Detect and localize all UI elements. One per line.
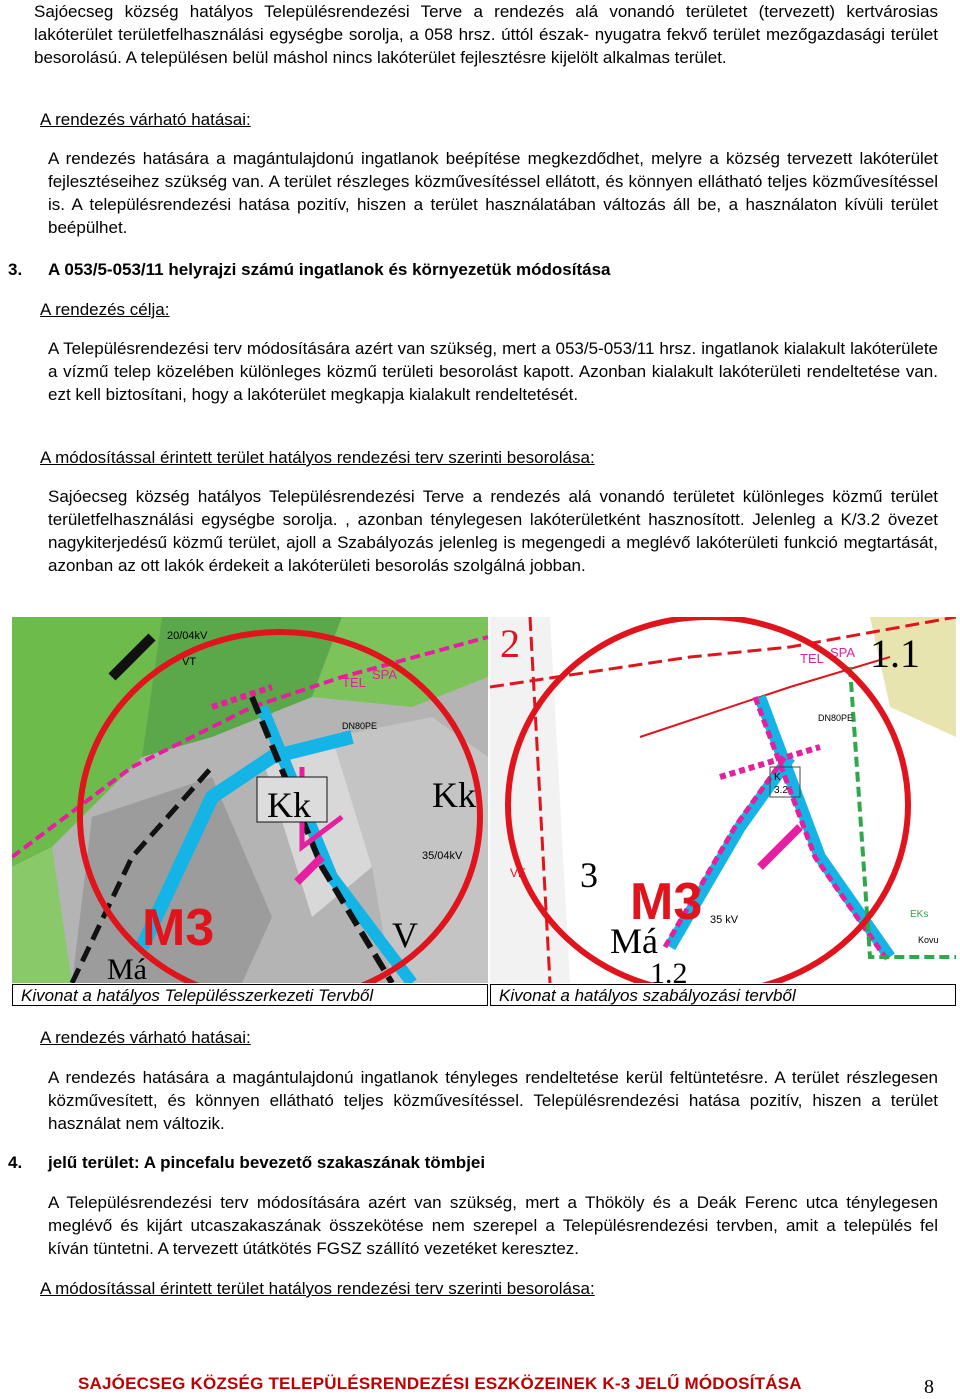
map-right-label-kovu: Kovu [918,935,939,945]
intro-paragraph: Sajóecseg község hatályos Településrendezési Terve a rendezés alá vonandó területet (tervezett) kertvárosias lakóterület területfelhasználási egységbe sorolja, a 058 hrsz. úttól észak- nyugatra fekvő terület mezőgazdasági terület besorolású. A településen belül máshol nincs lakóterület fejlesztésre kijelölt alkalmas terület. [34,2,938,67]
map-right-label-2: 2 [500,621,520,666]
section3-number: 3. [8,260,23,279]
map-structural-plan [12,617,488,983]
section4-number: 4. [8,1153,23,1172]
map-left-label-spa: SPA [372,667,398,682]
map-left-label-35kv: 35/04kV [422,850,463,862]
map-right-circle-label: M3 [630,873,703,931]
map-right-label-k: K [774,772,781,783]
section4-heading [8,1151,485,1174]
section3-title: A 053/5-053/11 helyrajzi számú ingatlanok és környezetük módosítása [48,260,611,279]
map-left-label-tel: TEL [342,675,366,690]
map-right-label-3: 3 [580,855,598,895]
section4-title: jelű terület: A pincefalu bevezető szakaszának tömbjei [48,1153,486,1172]
map-left-label-20kv: 20/04kV [167,630,208,642]
map-left-label-ma: Má [107,953,147,983]
map-right-label-ma: Má [610,921,658,961]
regulation-plan-drawing [490,617,956,983]
section2-effects-heading: A rendezés várható hatásai: [40,110,251,129]
map-right-label-1-2: 1.2 [650,957,688,983]
map-regulation-plan [490,617,956,983]
map-right-label-spa: SPA [830,645,856,660]
section3-effects-text: A rendezés hatására a magántulajdonú ingatlanok tényleges rendeltetése kerül feltüntetésre. A terület részlegesen közművesített, és könnyen ellátható teljes közművesítéssel. Településrendezési hatása pozitív, hiszen a terület használat nem változik. [48,1068,938,1133]
map-right-label-eks: EKs [910,909,929,920]
page-number: 8 [924,1376,934,1398]
footer-title: SAJÓECSEG KÖZSÉG TELEPÜLÉSRENDEZÉSI ESZKÖZEINEK K-3 JELŰ MÓDOSÍTÁSA [78,1374,802,1393]
section2-effects-text: A rendezés hatására a magántulajdonú ingatlanok beépítése megkezdődhet, melyre a község tervezett lakóterület fejlesztéseihez szükség van. A terület részleges közművesítéssel ellátott, és könnyen ellátható teljes közművesítéssel is. A településrendezési hatása pozitív, hiszen a terület használatában változás áll be, a használaton kívüli terület beépülhet. [48,149,938,237]
section3-heading [8,258,611,281]
map-left-caption: Kivonat a hatályos Településszerkezeti Tervből [12,984,488,1006]
map-right-label-ve: VE [510,866,527,880]
section4-text: A Településrendezési terv módosítására azért van szükség, mert a Thököly és a Deák Ferenc utca ténylegesen meglévő és kijárt utcaszakaszának összekötése nem szerepel a Településrendezési tervben, amit a település fel kíván tüntetni. A tervezett útátkötés FGSZ szállító vezetéket keresztez. [48,1193,938,1258]
map-left-circle-label: M3 [142,899,215,957]
map-right-label-dn80pe: DN80PE [818,713,854,723]
section4-current-heading: A módosítással érintett terület hatályos rendezési terv szerinti besorolása: [40,1279,595,1298]
section3-goal-heading: A rendezés célja: [40,300,170,319]
map-left-label-dn80pe: DN80PE [342,721,378,731]
structural-plan-drawing [12,617,488,983]
map-right-label-35kv: 35 kV [710,914,739,926]
map-left-label-kk2: Kk [432,775,476,815]
section3-effects-heading: A rendezés várható hatásai: [40,1028,251,1047]
map-left-label-vt: VT [182,656,197,668]
map-left-label-kk1: Kk [267,785,311,825]
section3-current-heading: A módosítással érintett terület hatályos rendezési terv szerinti besorolása: [40,448,595,467]
map-right-caption: Kivonat a hatályos szabályozási tervből [490,984,956,1006]
map-right-label-tel: TEL [800,651,824,666]
map-left-label-v: V [392,915,418,955]
section3-goal-text: A Településrendezési terv módosítására azért van szükség, mert a 053/5-053/11 hrsz. ingatlanok kialakult lakóterülete a vízmű telep közelében különleges közmű területi besorolást kapott. Azonban kialakult lakóterületi rendeltetése van. ezt kell biztosítani, hogy a lakóterület megkapja kialakult rendeltetését. [48,339,938,404]
map-comparison [12,617,956,983]
map-right-label-3-2: 3.2 [774,785,788,796]
map-right-label-1-1: 1.1 [870,631,920,676]
section3-current-text: Sajóecseg község hatályos Településrendezési Terve a rendezés alá vonandó területet különleges közmű terület területfelhasználási egységbe sorolja. , azonban ténylegesen lakóterületként hasznosított. Jelenleg a K/3.2 övezet nagykiterjedésű közmű terület, ajoll a Szabályozás jelenleg is megengedi a meglévő lakóterületi funkció megtartását, azonban az ott lakók érdekeit a lakóterületi besorolás szolgálná jobban. [48,487,938,575]
